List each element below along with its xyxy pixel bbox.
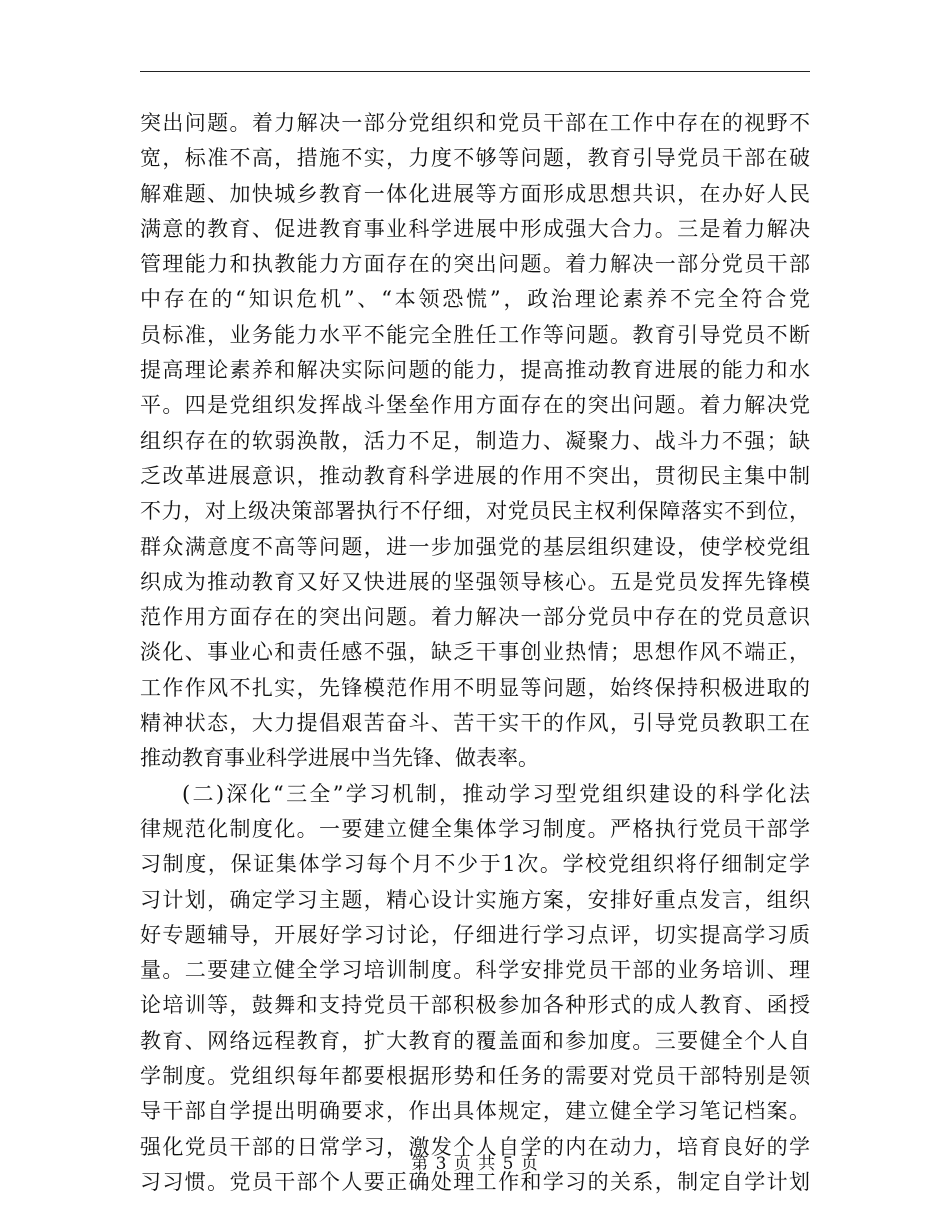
text-line: 淡化、事业心和责任感不强，缺乏干事创业热情；思想作风不端正，	[140, 640, 812, 665]
text-line: 导干部自学提出明确要求，作出具体规定，建立健全学习笔记档案。	[140, 1099, 812, 1124]
text-line: 量。二要建立健全学习培训制度。科学安排党员干部的业务培训、理	[140, 958, 812, 983]
text-line: 中存在的“知识危机”、“本领恐慌”，政治理论素养不完全符合党	[140, 287, 813, 312]
text-line: 不力，对上级决策部署执行不仔细，对党员民主权利保障落实不到位，	[140, 499, 811, 524]
text-line: 员标准，业务能力水平不能完全胜任工作等问题。教育引导党员不断	[140, 322, 812, 347]
text-line: 乏改革进展意识，推动教育科学进展的作用不突出，贯彻民主集中制	[140, 463, 812, 488]
text-line: 教育、网络远程教育，扩大教育的覆盖面和参加度。三要健全个人自	[140, 1028, 812, 1053]
text-line: 学制度。党组织每年都要根据形势和任务的需要对党员干部特别是领	[140, 1064, 812, 1089]
text-line: 论培训等，鼓舞和支持党员干部积极参加各种形式的成人教育、函授	[140, 993, 812, 1018]
text-line: 突出问题。着力解决一部分党组织和党员干部在工作中存在的视野不	[140, 111, 812, 135]
body-text	[140, 106, 820, 1200]
text-line: 解难题、加快城乡教育一体化进展等方面形成思想共识，在办好人民	[140, 181, 812, 206]
text-line: 强化党员干部的日常学习，激发个人自学的内在动力，培育良好的学	[140, 1134, 812, 1159]
text-line: 工作作风不扎实，先锋模范作用不明显等问题，始终保持积极进取的	[140, 675, 812, 700]
text-line: 组织存在的软弱涣散，活力不足，制造力、凝聚力、战斗力不强；缺	[140, 428, 812, 453]
header-rule	[140, 71, 810, 72]
text-line: 满意的教育、促进教育事业科学进展中形成强大合力。三是着力解决	[140, 216, 812, 241]
text-line: 平。四是党组织发挥战斗堡垒作用方面存在的突出问题。着力解决党	[140, 393, 812, 418]
text-line: 管理能力和执教能力方面存在的突出问题。着力解决一部分党员干部	[140, 252, 812, 277]
page-footer	[0, 1152, 950, 1176]
text-line: 好专题辅导，开展好学习讨论，仔细进行学习点评，切实提高学习质	[140, 922, 812, 947]
text-line: 织成为推动教育又好又快进展的坚强领导核心。五是党员发挥先锋模	[140, 569, 812, 594]
text-line: 范作用方面存在的突出问题。着力解决一部分党员中存在的党员意识	[140, 605, 812, 630]
text-line: 习习惯。党员干部个人要正确处理工作和学习的关系，制定自学计划	[140, 1169, 812, 1194]
text-line: 推动教育事业科学进展中当先锋、做表率。	[140, 746, 539, 771]
text-line: 宽，标准不高，措施不实，力度不够等问题，教育引导党员干部在破	[140, 146, 812, 171]
text-line: (二)深化“三全”学习机制，推动学习型党组织建设的科学化法	[182, 781, 813, 806]
page-number-label: 第 3 页 共 5 页	[411, 1154, 539, 1174]
text-line: 提高理论素养和解决实际问题的能力，提高推动教育进展的能力和水	[140, 358, 812, 383]
text-line: 习制度，保证集体学习每个月不少于1次。学校党组织将仔细制定学	[140, 852, 812, 877]
text-line: 精神状态，大力提倡艰苦奋斗、苦干实干的作风，引导党员教职工在	[140, 711, 812, 736]
text-line: 习计划，确定学习主题，精心设计实施方案，安排好重点发言，组织	[140, 887, 812, 912]
text-line: 群众满意度不高等问题，进一步加强党的基层组织建设，使学校党组	[140, 534, 812, 559]
text-line: 律规范化制度化。一要建立健全集体学习制度。严格执行党员干部学	[140, 816, 812, 841]
